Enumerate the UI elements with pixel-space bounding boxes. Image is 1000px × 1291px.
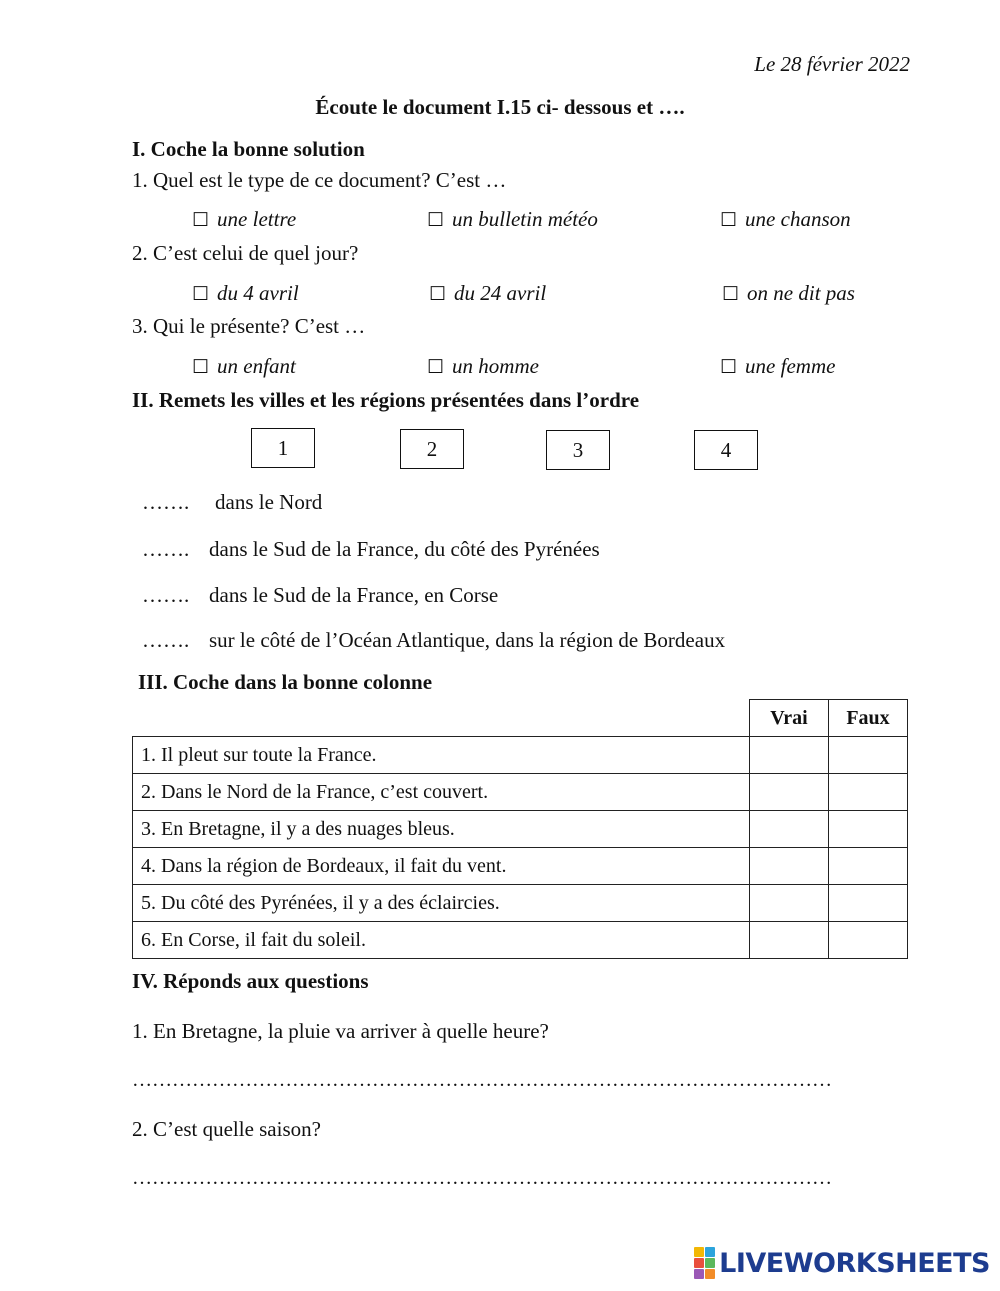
- option-checkbox[interactable]: ☐ du 4 avril: [192, 281, 299, 305]
- statement-cell: 5. Du côté des Pyrénées, il y a des éclaircies.: [133, 885, 750, 922]
- logo-mark-square: [694, 1258, 704, 1268]
- answer-line-2[interactable]: ……………………………………………………………………………………………: [132, 1167, 832, 1189]
- open-question-1: 1. En Bretagne, la pluie va arriver à quelle heure?: [132, 1019, 549, 1043]
- option-checkbox[interactable]: ☐ un enfant: [192, 354, 296, 378]
- true-cell[interactable]: [750, 811, 829, 848]
- option-checkbox[interactable]: ☐ on ne dit pas: [722, 281, 855, 305]
- order-item-text: sur le côté de l’Océan Atlantique, dans la région de Bordeaux: [209, 628, 726, 652]
- checkbox-icon[interactable]: ☐: [192, 357, 210, 378]
- checkbox-icon[interactable]: ☐: [722, 284, 740, 305]
- document-date: Le 28 février 2022: [754, 52, 910, 76]
- logo-text: LIVEWORKSHEETS: [719, 1247, 990, 1279]
- statement-cell: 3. En Bretagne, il y a des nuages bleus.: [133, 811, 750, 848]
- checkbox-icon[interactable]: ☐: [720, 210, 738, 231]
- false-cell[interactable]: [829, 774, 908, 811]
- logo-mark-square: [705, 1269, 715, 1279]
- column-header-true: Vrai: [750, 700, 829, 737]
- true-cell[interactable]: [750, 885, 829, 922]
- false-cell[interactable]: [829, 737, 908, 774]
- section-2-heading: II. Remets les villes et les régions présentées dans l’ordre: [132, 388, 640, 412]
- answer-line-1[interactable]: ……………………………………………………………………………………………: [132, 1069, 832, 1091]
- logo-mark-square: [705, 1247, 715, 1257]
- logo-mark-square: [694, 1269, 704, 1279]
- order-item-text: dans le Nord: [215, 490, 323, 514]
- false-cell[interactable]: [829, 848, 908, 885]
- option-checkbox[interactable]: ☐ un bulletin météo: [427, 207, 598, 231]
- question-1-text: 1. Quel est le type de ce document? C’est …: [132, 168, 507, 192]
- logo-mark-square: [705, 1258, 715, 1268]
- checkbox-icon[interactable]: ☐: [427, 210, 445, 231]
- order-number-box: 2: [400, 429, 464, 469]
- section-3-heading: III. Coche dans la bonne colonne: [138, 670, 433, 694]
- option-checkbox[interactable]: ☐ une lettre: [192, 207, 297, 231]
- option-checkbox[interactable]: ☐ du 24 avril: [429, 281, 547, 305]
- logo-mark-square: [694, 1247, 704, 1257]
- order-blank[interactable]: …….: [142, 490, 190, 514]
- question-3-text: 3. Qui le présente? C’est …: [132, 314, 366, 338]
- true-cell[interactable]: [750, 922, 829, 959]
- option-checkbox[interactable]: ☐ un homme: [427, 354, 539, 378]
- order-item-text: dans le Sud de la France, en Corse: [209, 583, 499, 607]
- false-cell[interactable]: [829, 885, 908, 922]
- statement-cell: 4. Dans la région de Bordeaux, il fait du vent.: [133, 848, 750, 885]
- section-4-heading: IV. Réponds aux questions: [132, 969, 369, 993]
- column-header-false: Faux: [829, 700, 908, 737]
- open-question-2: 2. C’est quelle saison?: [132, 1117, 321, 1141]
- question-2-text: 2. C’est celui de quel jour?: [132, 241, 359, 265]
- order-number-box: 4: [694, 430, 758, 470]
- section-1-heading: I. Coche la bonne solution: [132, 137, 365, 161]
- true-cell[interactable]: [750, 848, 829, 885]
- checkbox-icon[interactable]: ☐: [427, 357, 445, 378]
- statement-cell: 1. Il pleut sur toute la France.: [133, 737, 750, 774]
- checkbox-icon[interactable]: ☐: [720, 357, 738, 378]
- order-blank[interactable]: …….: [142, 583, 190, 607]
- table-row: [133, 885, 908, 922]
- liveworksheets-logo: [694, 1247, 990, 1279]
- false-cell[interactable]: [829, 811, 908, 848]
- table-empty-header: [133, 700, 750, 737]
- checkbox-icon[interactable]: ☐: [192, 210, 210, 231]
- table-header-row: [133, 700, 908, 737]
- true-cell[interactable]: [750, 774, 829, 811]
- order-blank[interactable]: …….: [142, 628, 190, 652]
- option-checkbox[interactable]: ☐ une chanson: [720, 207, 851, 231]
- statement-cell: 2. Dans le Nord de la France, c’est couvert.: [133, 774, 750, 811]
- checkbox-icon[interactable]: ☐: [429, 284, 447, 305]
- true-cell[interactable]: [750, 737, 829, 774]
- table-row: [133, 848, 908, 885]
- table-row: [133, 737, 908, 774]
- table-row: [133, 922, 908, 959]
- order-number-box: 1: [251, 428, 315, 468]
- order-blank[interactable]: …….: [142, 537, 190, 561]
- table-row: [133, 774, 908, 811]
- logo-mark-icon: [694, 1247, 715, 1279]
- false-cell[interactable]: [829, 922, 908, 959]
- option-checkbox[interactable]: ☐ une femme: [720, 354, 836, 378]
- page-title: Écoute le document I.15 ci- dessous et ….: [315, 95, 685, 119]
- true-false-table: [132, 699, 908, 959]
- statement-cell: 6. En Corse, il fait du soleil.: [133, 922, 750, 959]
- order-item-text: dans le Sud de la France, du côté des Pyrénées: [209, 537, 600, 561]
- checkbox-icon[interactable]: ☐: [192, 284, 210, 305]
- order-number-box: 3: [546, 430, 610, 470]
- table-row: [133, 811, 908, 848]
